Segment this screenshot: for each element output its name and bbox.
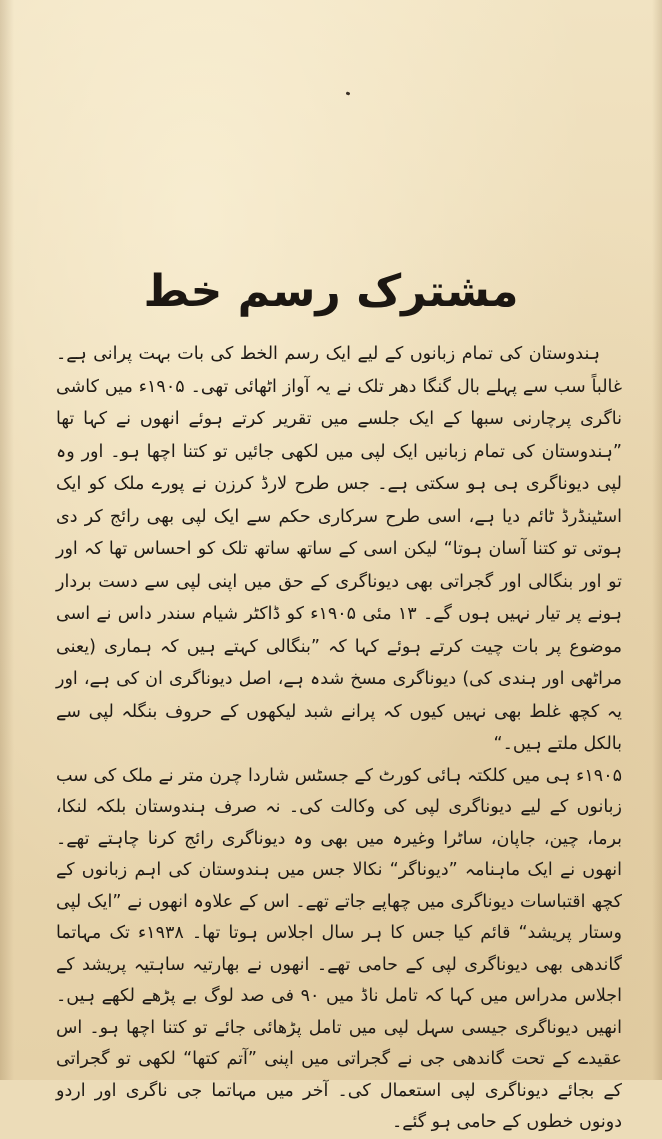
page-edge-shadow-left <box>0 0 14 1080</box>
paragraph-2: ۱۹۰۵ء ہی میں کلکتہ ہائی کورٹ کے جسٹس شاردا چرن متر نے ملک کی سب زبانوں کے لیے دیوناگری لپی کی وکالت کی۔ نہ صرف ہندوستان بلکہ لنکا، برما، چین، جاپان، ساٹرا وغیرہ میں بھی وہ دیوناگری رائج کرنا چاہتے تھے۔ انھوں نے ایک ماہنامہ ”دیوناگر“ نکالا جس میں ہندوستان کی اہم زبانوں کے کچھ اقتباسات دیوناگری میں چھاپے جاتے تھے۔ اس کے علاوہ انھوں نے ”ایک لپی وستار پریشد“ قائم کیا جس کا ہر سال اجلاس ہوتا تھا۔ ۱۹۳۸ء تک مہاتما گاندھی بھی دیوناگری لپی کے حامی تھے۔ انھوں نے بھارتیہ ساہتیہ پریشد کے اجلاس مدراس میں کہا کہ تامل ناڈ میں ۹۰ فی صد لوگ بے پڑھے لکھے ہیں۔ انھیں دیوناگری جیسی سہل لپی میں تامل پڑھائی جائے تو کتنا اچھا ہو۔ اس عقیدے کے تحت گاندھی جی نے گجراتی میں اپنی ”آتم کتھا“ لکھی تو گجراتی کے بجائے دیوناگری لپی استعمال کی۔ آخر میں مہاتما جی ناگری اور اردو دونوں خطوں کے حامی ہو گئے۔ <box>56 765 622 1132</box>
chapter-heading: مشترک رسم خط <box>143 266 519 317</box>
body-text <box>56 338 622 1139</box>
ink-speck <box>346 91 351 95</box>
page-edge-shadow-right <box>652 0 662 1080</box>
paragraph-1: ہندوستان کی تمام زبانوں کے لیے ایک رسم الخط کی بات بہت پرانی ہے۔ غالباً سب سے پہلے بال گنگا دھر تلک نے یہ آواز اٹھائی تھی۔ ۱۹۰۵ء میں کاشی ناگری پرچارنی سبھا کے ایک جلسے میں تقریر کرتے ہوئے انھوں نے کہا تھا ”ہندوستان کی تمام زبانیں ایک لپی میں لکھی جائیں تو کتنا اچھا ہو۔ اور وہ لپی دیوناگری ہی ہو سکتی ہے۔ جس طرح لارڈ کرزن نے پورے ملک کو ایک اسٹینڈرڈ ٹائم دیا ہے، اسی طرح سرکاری حکم سے ایک لپی بھی رائج کر دی ہوتی تو کتنا آسان ہوتا“ لیکن اسی کے ساتھ ساتھ تلک کو احساس تھا کہ اور تو اور بنگالی اور گجراتی بھی دیوناگری کے حق میں اپنی لپی سے دست بردار ہونے پر تیار نہیں ہوں گے۔ ۱۳ مئی ۱۹۰۵ء کو ڈاکٹر شیام سندر داس نے اسی موضوع پر بات چیت کرتے ہوئے کہا کہ ”بنگالی کہتے ہیں کہ ہماری (یعنی مراٹھی اور ہندی کی) دیوناگری مسخ شدہ ہے، اصل دیوناگری ان کی ہے، اور یہ کچھ غلط بھی نہیں کیوں کہ پرانے شبد لیکھوں کے حروف بنگلہ لپی سے بالکل ملتے ہیں۔“ <box>56 344 623 754</box>
